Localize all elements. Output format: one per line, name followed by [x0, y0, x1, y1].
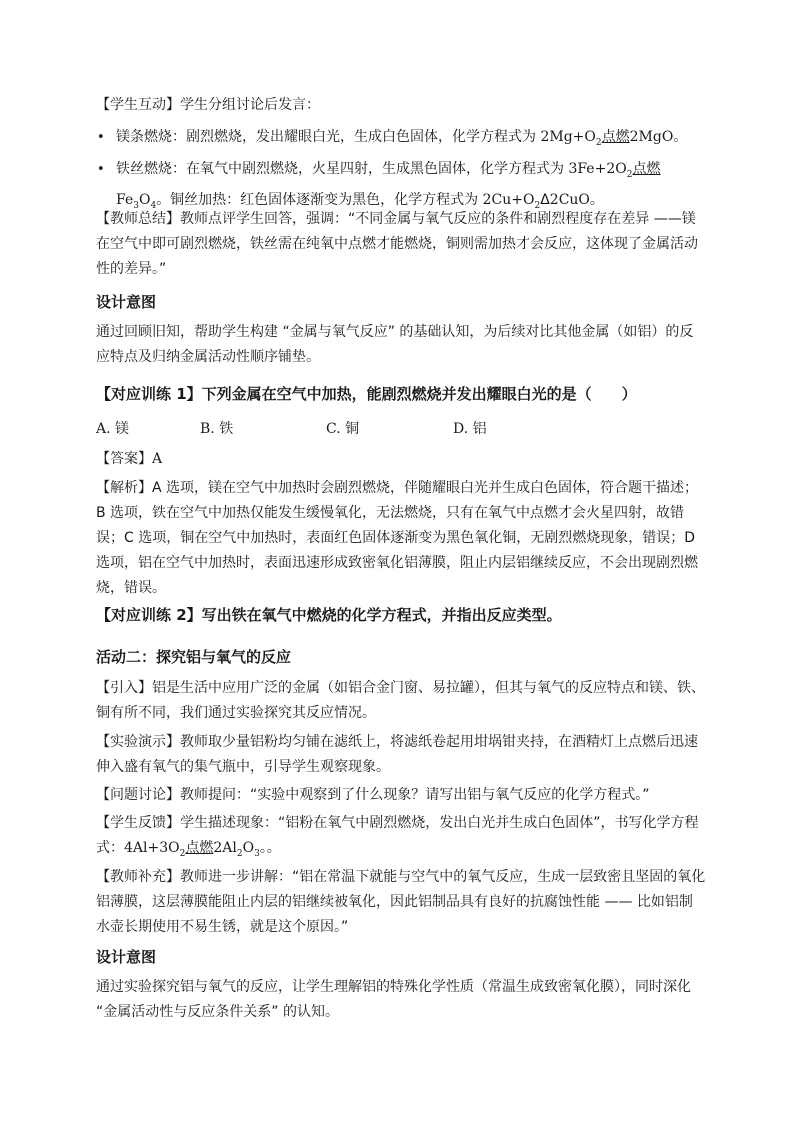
- equation-subscript: 4: [150, 200, 157, 211]
- design-intent-text: 通过回顾旧知，帮助学生构建 “金属与氧气反应” 的基础认知，为后续对比其他金属（如铝）的反应特点及归纳金属活动性顺序铺垫。: [96, 324, 694, 365]
- feedback-text: 学生描述现象：“铝粉在氧气中剧烈燃烧，发出白光并生成白色固体”，书写化学方程式：: [96, 815, 699, 856]
- exercise-1-analysis: [96, 476, 706, 601]
- sentence-end: 。: [589, 191, 604, 208]
- equation-product: 2CuO: [549, 191, 590, 208]
- bullet-marker: •: [97, 162, 105, 177]
- teacher-summary-text: 教师点评学生回答，强调：“不同金属与氧气反应的条件和剧烈程度存在差异 ——镁在空气中即可剧烈燃烧，铁丝需在纯氧中点燃才能燃烧，铜则需加热才会反应，这体现了金属活动性的差异。”: [96, 211, 698, 277]
- demo-text: 教师取少量铝粉均匀铺在滤纸上，将滤纸卷起用坩埚钳夹持，在酒精灯上点燃后迅速伸入盛有氧气的集气瓶中，引导学生观察现象。: [96, 734, 698, 775]
- equation-product: O: [138, 191, 151, 208]
- reaction-condition: 点燃: [601, 129, 630, 145]
- exercise-1-option-a: A. 镁: [96, 421, 130, 437]
- intro-label: 【引入】: [96, 680, 152, 696]
- equation-reactants: 4Al+3O: [124, 840, 180, 856]
- reaction-condition: 点燃: [632, 161, 661, 177]
- equation-product: Fe: [116, 191, 134, 208]
- equation-reactants: 3Fe+2O: [568, 161, 627, 177]
- heating-condition: Δ: [540, 191, 550, 208]
- equation-reactants: 2Mg+O: [540, 129, 596, 145]
- exercise-1-heading: 【对应训练 1】下列金属在空气中加热，能剧烈燃烧并发出耀眼白光的是（ ）: [96, 385, 637, 403]
- equation-subscript: 2: [534, 200, 541, 211]
- design-intent-heading: 设计意图: [96, 293, 157, 311]
- question-text: 教师提问：“实验中观察到了什么现象？请写出铝与氧气反应的化学方程式。”: [180, 787, 650, 803]
- supplement-paragraph: [96, 865, 706, 940]
- student-interaction-label: 【学生互动】: [96, 97, 180, 113]
- supplement-text: 教师进一步讲解：“铝在常温下就能与空气中的氧气反应，生成一层致密且坚固的氧化铝薄膜，这层薄膜能阻止内层的铝继续被氧化，因此铝制品具有良好的抗腐蚀性能 —— 比如铝制水壶长期使用不易生锈，就是这个原因。”: [96, 869, 706, 935]
- answer-label: 【答案】: [96, 451, 152, 467]
- design-intent-2-heading: 设计意图: [96, 948, 157, 966]
- reaction-condition: 点燃: [185, 840, 214, 856]
- intro-paragraph: [96, 676, 706, 726]
- analysis-label: 【解析】: [96, 480, 152, 496]
- equation-subscript: 2: [595, 137, 602, 148]
- equation-product: 2MgO: [629, 129, 674, 145]
- sentence-end: 。: [673, 129, 688, 145]
- analysis-text: A 选项，镁在空气中加热时会剧烈燃烧，伴随耀眼白光并生成白色固体，符合题干描述；B 选项，铁在空气中加热仅能发生缓慢氧化，无法燃烧，只有在氧气中点燃才会火星四射，故错误；C 选项，铜在空气中加热时，表面红色固体逐渐变为黑色氧化铜，无剧烈燃烧现象，错误；D 选项，铝在空气中加热时，表面迅速形成致密氧化铝薄膜，阻止内层铝继续反应，不会出现剧烈燃烧，错误。: [96, 480, 699, 596]
- equation-product: 2Al: [213, 840, 237, 856]
- exercise-1-answer: [96, 447, 706, 472]
- equation-subscript: 2: [626, 169, 633, 180]
- bullet-magnesium-text: 镁条燃烧：剧烈燃烧，发出耀眼白光，生成白色固体，化学方程式为: [116, 129, 541, 145]
- teacher-summary-paragraph: [96, 207, 706, 282]
- feedback-paragraph: [96, 811, 706, 867]
- demo-paragraph: [96, 730, 706, 780]
- answer-value: A: [152, 451, 163, 467]
- exercise-1-option-c: C. 铜: [326, 421, 360, 437]
- teacher-summary-label: 【教师总结】: [96, 211, 180, 227]
- feedback-label: 【学生反馈】: [96, 815, 180, 831]
- equation-subscript: 3: [254, 848, 260, 859]
- sentence-end: 。。: [259, 840, 281, 856]
- exercise-2-heading: 【对应训练 2】写出铁在氧气中燃烧的化学方程式，并指出反应类型。: [96, 606, 562, 624]
- intro-text: 铝是生活中应用广泛的金属（如铝合金门窗、易拉罐），但其与氧气的反应特点和镁、铁、铜有所不同，我们通过实验探究其反应情况。: [96, 680, 705, 721]
- bullet-marker: •: [97, 130, 105, 145]
- question-label: 【问题讨论】: [96, 787, 180, 803]
- supplement-label: 【教师补充】: [96, 869, 180, 885]
- equation-product: O: [242, 840, 255, 856]
- demo-label: 【实验演示】: [96, 734, 180, 750]
- bullet-magnesium: [116, 125, 706, 156]
- exercise-1-option-b: B. 铁: [200, 421, 234, 437]
- student-interaction-paragraph: [96, 93, 706, 118]
- exercise-1-option-d: D. 铝: [453, 421, 487, 437]
- bullet-copper-text: 。铜丝加热：红色固体逐渐变为黑色，化学方程式为: [156, 191, 483, 208]
- design-intent-2-text: 通过实验探究铝与氧气的反应，让学生理解铝的特殊化学性质（常温生成致密氧化膜），同时深化 “金属活动性与反应条件关系” 的认知。: [96, 979, 691, 1020]
- equation-subscript: 2: [236, 848, 243, 859]
- equation-reactants: 2Cu+O: [482, 191, 535, 208]
- equation-subscript: 2: [179, 848, 186, 859]
- question-paragraph: [96, 783, 706, 808]
- equation-subscript: 3: [133, 200, 139, 211]
- activity-2-heading: 活动二：探究铝与氧气的反应: [96, 648, 292, 666]
- student-interaction-text: 学生分组讨论后发言：: [180, 97, 320, 113]
- bullet-iron-text: 铁丝燃烧：在氧气中剧烈燃烧，火星四射，生成黑色固体，化学方程式为: [116, 161, 569, 177]
